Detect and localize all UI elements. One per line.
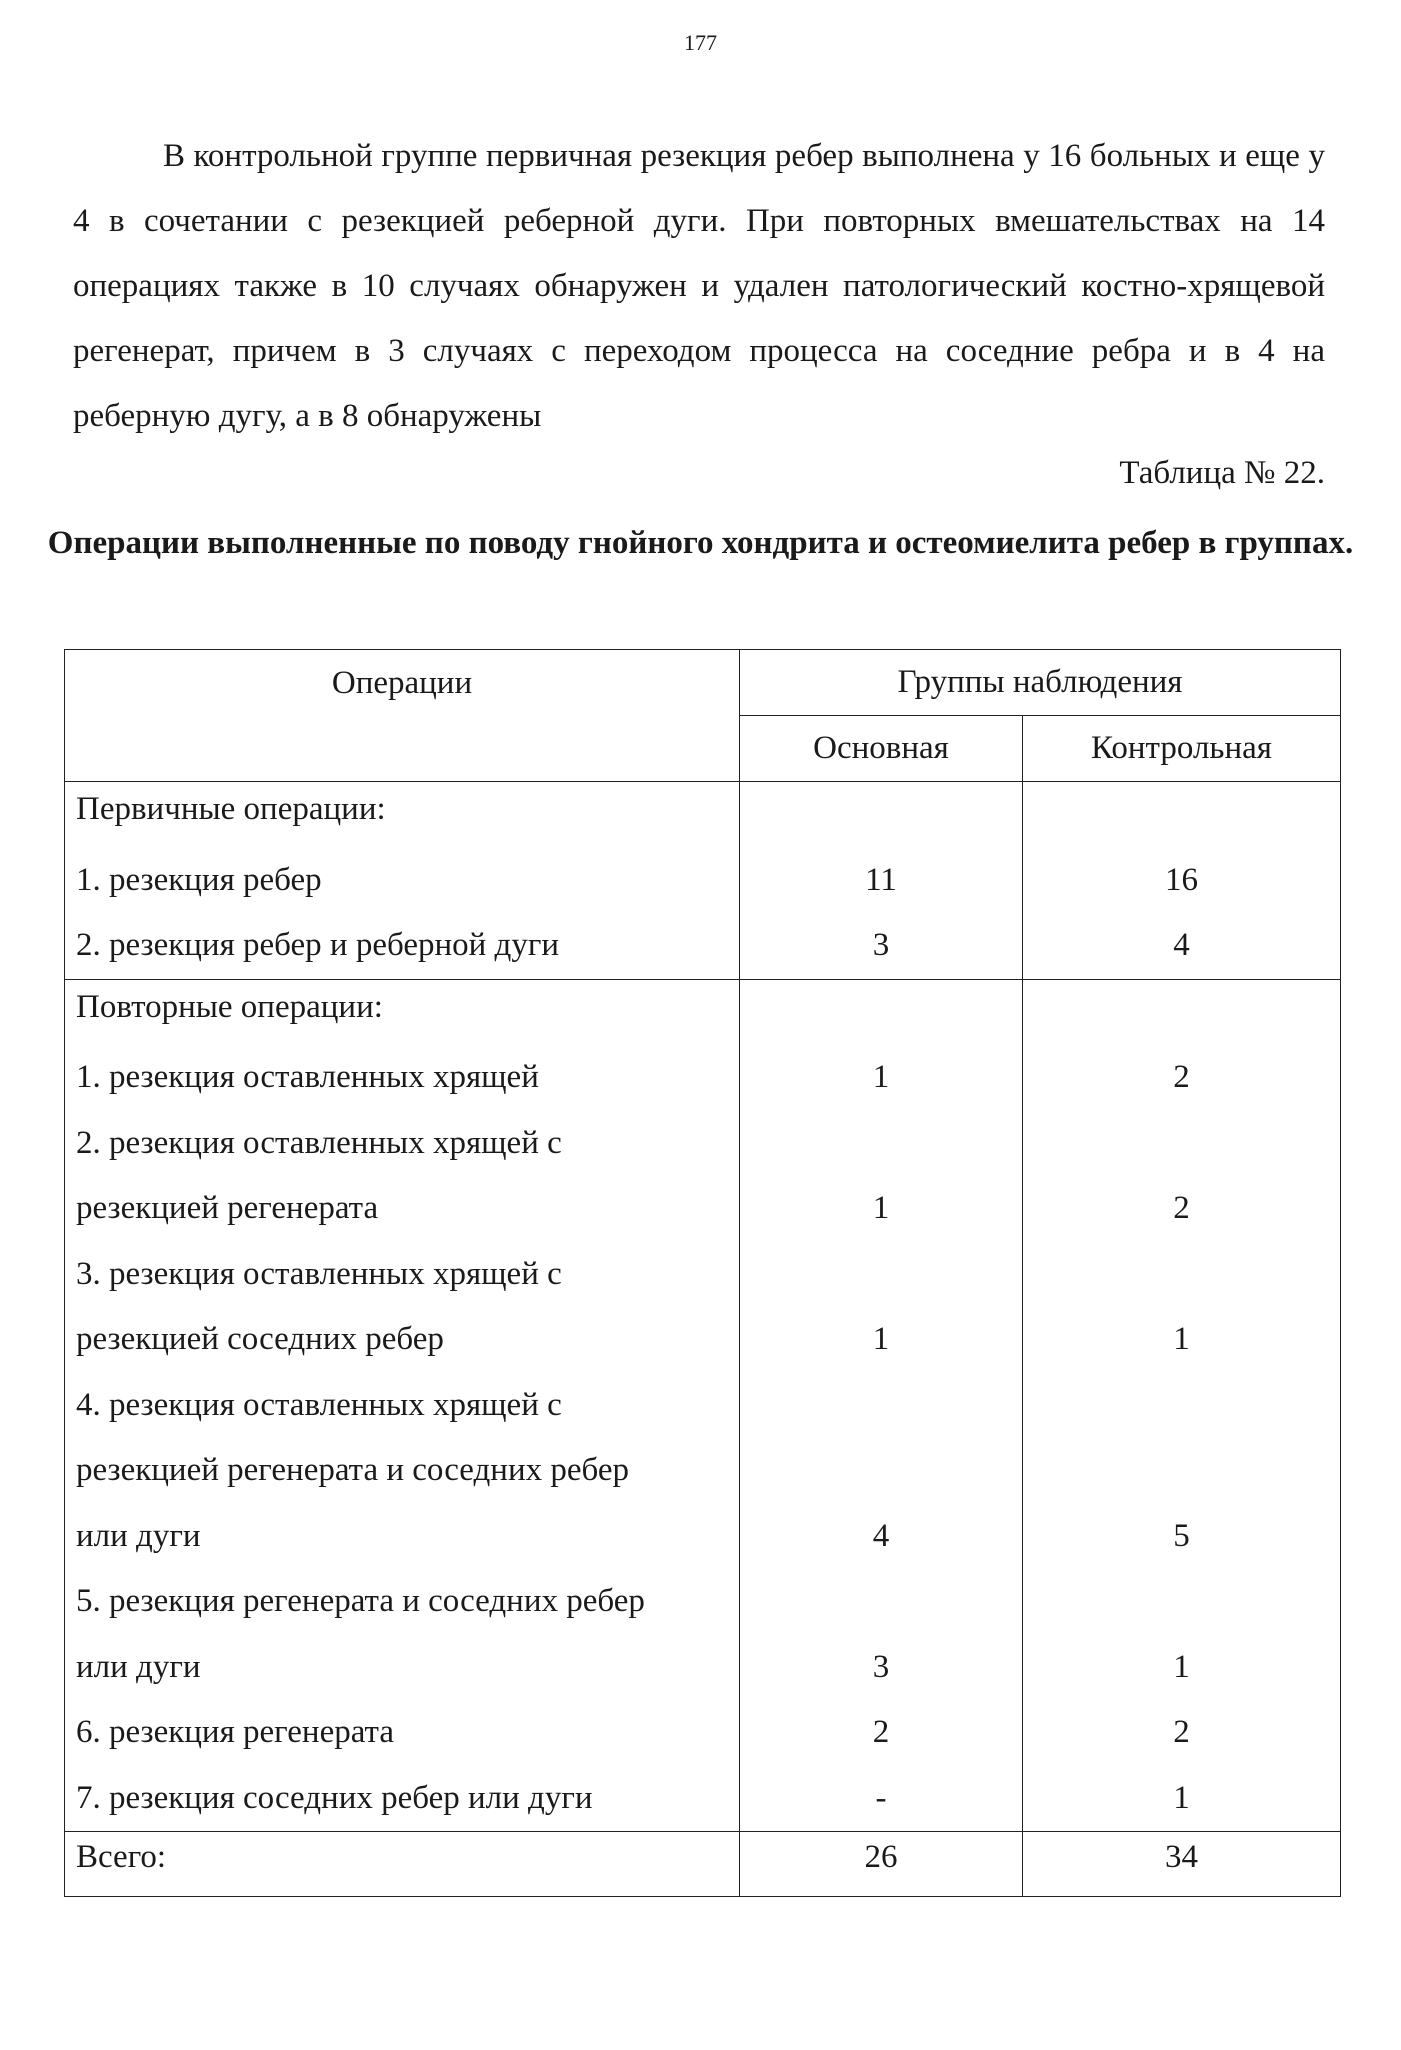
spacer bbox=[1023, 980, 1340, 1046]
repeat-control-values bbox=[1023, 979, 1341, 1832]
spacer bbox=[740, 1373, 1022, 1439]
control-value: 1 bbox=[1173, 1779, 1190, 1816]
operation-line: резекцией регенерата и соседних ребер bbox=[76, 1452, 630, 1488]
spacer bbox=[1023, 1373, 1340, 1439]
header-control-group: Контрольная bbox=[1023, 716, 1341, 782]
operation-line: 2. резекция ребер и реберной дуги bbox=[76, 927, 560, 963]
page-number: 177 bbox=[684, 30, 717, 55]
control-value: 16 bbox=[1165, 861, 1198, 898]
spacer bbox=[1023, 1242, 1340, 1308]
operation-line: 7. резекция соседних ребер или дуги bbox=[76, 1779, 593, 1816]
control-value: 1 bbox=[1173, 1321, 1190, 1357]
primary-operations-section bbox=[65, 782, 1341, 980]
control-value: 1 bbox=[1173, 1648, 1190, 1685]
spacer bbox=[740, 1111, 1022, 1177]
primary-control-values bbox=[1023, 782, 1341, 980]
operations-table bbox=[64, 649, 1341, 1897]
operation-line: или дуги bbox=[76, 1517, 201, 1554]
operation-line: 3. резекция оставленных хрящей с bbox=[76, 1255, 562, 1292]
operation-line: 4. резекция оставленных хрящей с bbox=[76, 1386, 562, 1423]
spacer bbox=[740, 1242, 1022, 1308]
header-operations: Операции bbox=[65, 650, 740, 782]
total-control: 34 bbox=[1023, 1832, 1341, 1897]
body-paragraph: В контрольной группе первичная резекция ребер выполнена у 16 больных и еще у 4 в сочетании с резекцией реберной дуги. При повторных вмешательствах на 14 операциях также в 10 случаях обнаружен и удален патологический костно-хрящевой регенерат, причем в 3 случаях с переходом процесса на соседние ребра и в 4 на реберную дугу, а в 8 обнаружены bbox=[73, 138, 1325, 434]
main-value: 1 bbox=[872, 1321, 890, 1357]
spacer bbox=[1023, 1438, 1340, 1504]
operation-line: резекцией регенерата bbox=[76, 1190, 379, 1226]
control-value: 4 bbox=[1173, 927, 1190, 963]
operation-line: или дуги bbox=[76, 1648, 201, 1685]
table-caption: Операции выполненные по поводу гнойного хондрита и остеомиелита ребер в группах. bbox=[47, 525, 1354, 561]
main-value: 11 bbox=[865, 861, 897, 898]
spacer bbox=[1023, 1111, 1340, 1177]
operation-line: 1. резекция оставленных хрящей bbox=[76, 1059, 539, 1095]
main-value: 1 bbox=[872, 1059, 890, 1095]
total-row bbox=[65, 1832, 1341, 1897]
section-title: Повторные операции: bbox=[76, 988, 383, 1025]
main-value: 3 bbox=[872, 927, 890, 963]
operation-line: 2. резекция оставленных хрящей с bbox=[76, 1124, 562, 1161]
spacer bbox=[740, 782, 1022, 848]
control-value: 2 bbox=[1173, 1714, 1190, 1750]
operation-line: 5. резекция регенерата и соседних ребер bbox=[76, 1583, 645, 1619]
total-label: Всего: bbox=[65, 1832, 740, 1897]
operation-line: 1. резекция ребер bbox=[76, 861, 322, 898]
spacer bbox=[740, 1438, 1022, 1504]
total-main: 26 bbox=[740, 1832, 1023, 1897]
spacer bbox=[1023, 782, 1340, 848]
control-value: 5 bbox=[1173, 1517, 1190, 1554]
repeat-operations-cell bbox=[65, 979, 740, 1832]
table-number: Таблица № 22. bbox=[1119, 455, 1325, 491]
control-value: 2 bbox=[1173, 1190, 1190, 1226]
main-value: 1 bbox=[872, 1190, 890, 1226]
main-value: 3 bbox=[872, 1648, 890, 1685]
repeat-main-values bbox=[740, 979, 1023, 1832]
section-title: Первичные операции: bbox=[76, 791, 386, 827]
header-groups: Группы наблюдения bbox=[740, 650, 1341, 716]
spacer bbox=[740, 1569, 1022, 1635]
main-value: - bbox=[875, 1779, 887, 1816]
primary-operations-cell bbox=[65, 782, 740, 980]
repeat-operations-section bbox=[65, 979, 1341, 1832]
operation-line: резекцией соседних ребер bbox=[76, 1321, 444, 1357]
spacer bbox=[1023, 1569, 1340, 1635]
header-main-group: Основная bbox=[740, 716, 1023, 782]
main-value: 2 bbox=[872, 1714, 890, 1750]
primary-main-values bbox=[740, 782, 1023, 980]
control-value: 2 bbox=[1173, 1059, 1190, 1095]
main-value: 4 bbox=[872, 1517, 890, 1554]
spacer bbox=[740, 980, 1022, 1046]
operation-line: 6. резекция регенерата bbox=[76, 1714, 394, 1750]
